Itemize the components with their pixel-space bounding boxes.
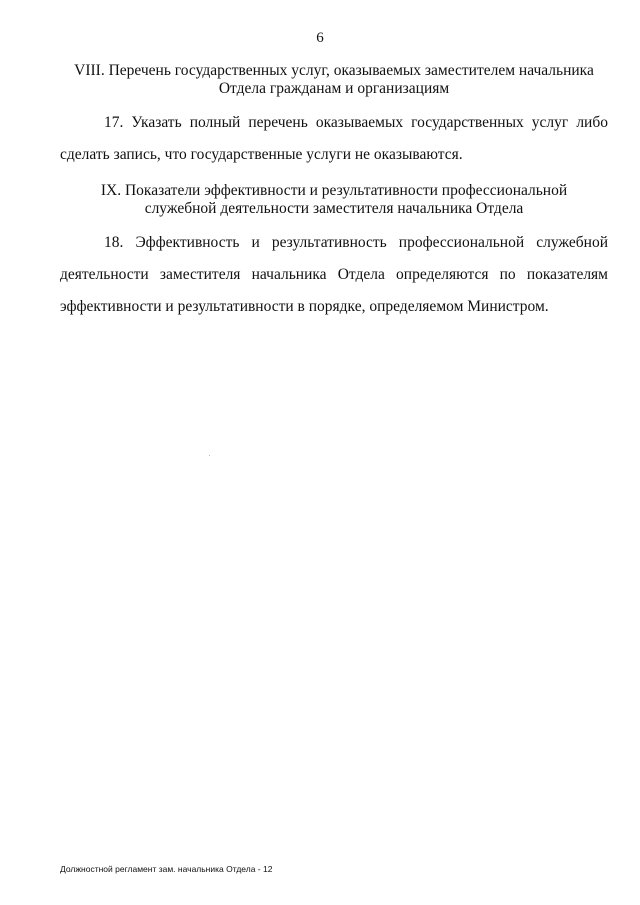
scan-speck: [209, 455, 210, 456]
section-8-heading: [60, 62, 608, 98]
item-17-line-2: сделать запись, что государственные услуги не оказываются.: [60, 146, 463, 163]
item-17-line-1: 17. Указать полный перечень оказываемых государственных услуг либо: [104, 114, 608, 131]
footer-note: Должностной регламент зам. начальника Отдела - 12: [60, 864, 273, 874]
section-8-heading-line-2: Отдела гражданам и организациям: [218, 80, 450, 97]
item-18-line-1: 18. Эффективность и результативность профессиональной служебной: [104, 234, 608, 251]
item-18-line-3: эффективности и результативности в порядке, определяемом Министром.: [60, 298, 549, 315]
section-9-heading-line-1: IX. Показатели эффективности и результативности профессиональной: [100, 182, 568, 199]
section-8-heading-line-1: VIII. Перечень государственных услуг, оказываемых заместителем начальника: [74, 62, 594, 79]
section-9-heading-line-2: служебной деятельности заместителя начальника Отдела: [144, 200, 524, 217]
item-18-line-2: деятельности заместителя начальника Отдела определяются по показателям: [60, 266, 608, 283]
item-18-paragraph: [60, 227, 608, 323]
item-17-paragraph: [60, 107, 608, 171]
page-number: 6: [316, 30, 324, 46]
section-9-heading: [60, 182, 608, 218]
